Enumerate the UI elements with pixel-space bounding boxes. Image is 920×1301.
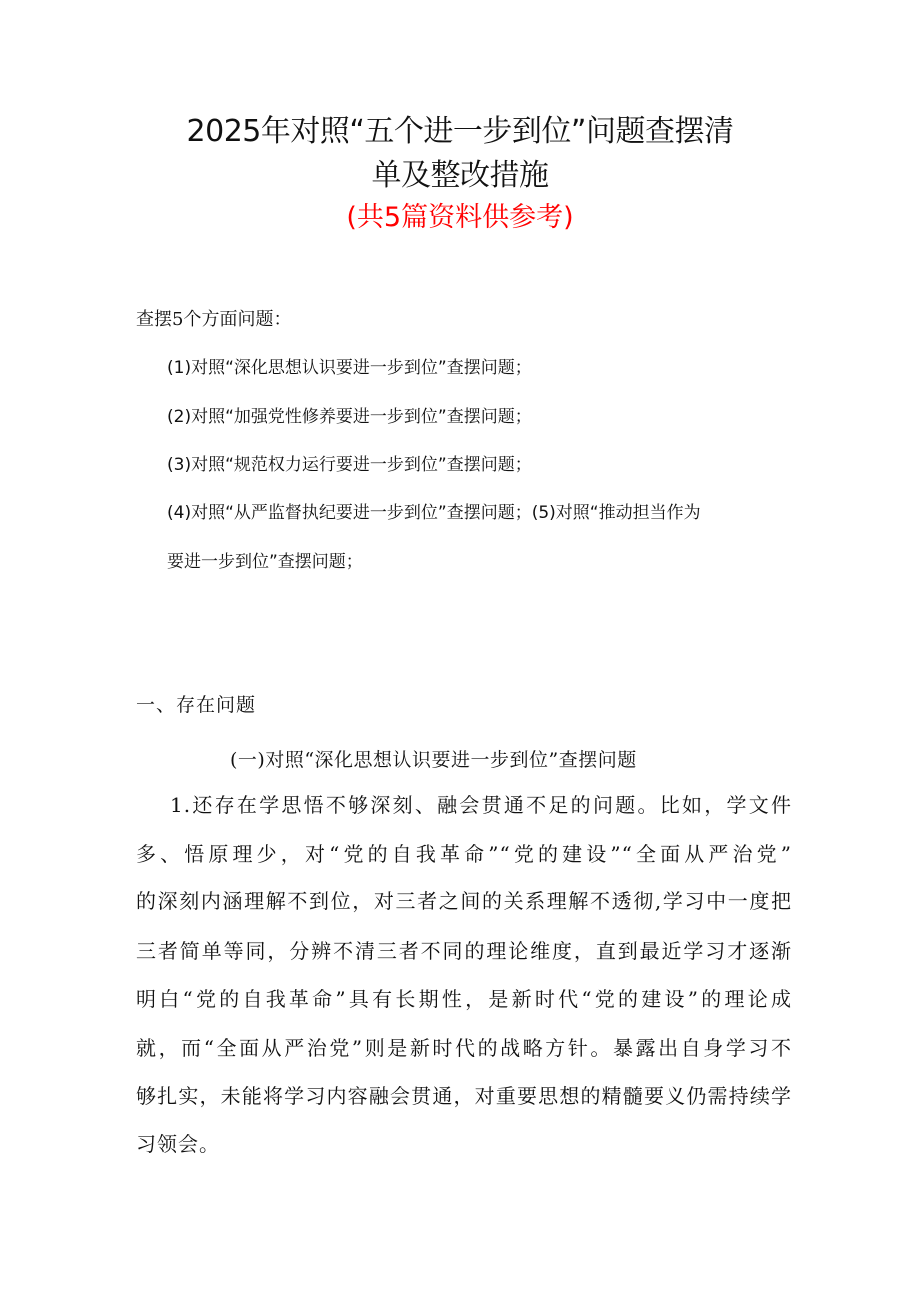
paragraph-line: 的深刻内涵理解不到位，对三者之间的关系理解不透彻,学习中一度把 <box>136 889 792 913</box>
paragraph-line: 够扎实，未能将学习内容融会贯通，对重要思想的精髓要义仍需持续学 <box>136 1084 792 1108</box>
list-item: (1)对照“深化思想认识要进一步到位”查摆问题； <box>167 358 532 378</box>
paragraph-line: 三者简单等同，分辨不清三者不同的理论维度，直到最近学习才逐渐 <box>136 939 792 963</box>
subsection-heading: (一)对照“深化思想认识要进一步到位”查摆问题 <box>230 749 637 771</box>
paragraph-line: 1.还存在学思悟不够深刻、融会贯通不足的问题。比如，学文件 <box>170 793 792 817</box>
list-item: (4)对照“从严监督执纪要进一步到位”查摆问题；(5)对照“推动担当作为 <box>167 503 701 523</box>
section-heading: 一、存在问题 <box>136 694 257 716</box>
list-item: 要进一步到位”查摆问题； <box>167 552 363 572</box>
paragraph-line: 明白“党的自我革命”具有长期性，是新时代“党的建设”的理论成 <box>136 987 792 1011</box>
paragraph-line: 多、悟原理少，对“党的自我革命”“党的建设”“全面从严治党” <box>136 842 792 866</box>
document-subtitle: (共5篇资料供参考) <box>346 202 574 233</box>
paragraph-line: 就，而“全面从严治党”则是新时代的战略方针。暴露出自身学习不 <box>136 1036 792 1060</box>
paragraph-line: 习领会。 <box>136 1132 220 1156</box>
document-title-line-2: 单及整改措施 <box>371 158 549 193</box>
list-item: (2)对照“加强党性修养要进一步到位”查摆问题； <box>167 407 532 427</box>
list-item: (3)对照“规范权力运行要进一步到位”查摆问题； <box>167 455 532 475</box>
intro-text: 查摆5个方面问题： <box>136 309 292 330</box>
document-title-line-1: 2025年对照“五个进一步到位”问题查摆清 <box>186 114 734 149</box>
